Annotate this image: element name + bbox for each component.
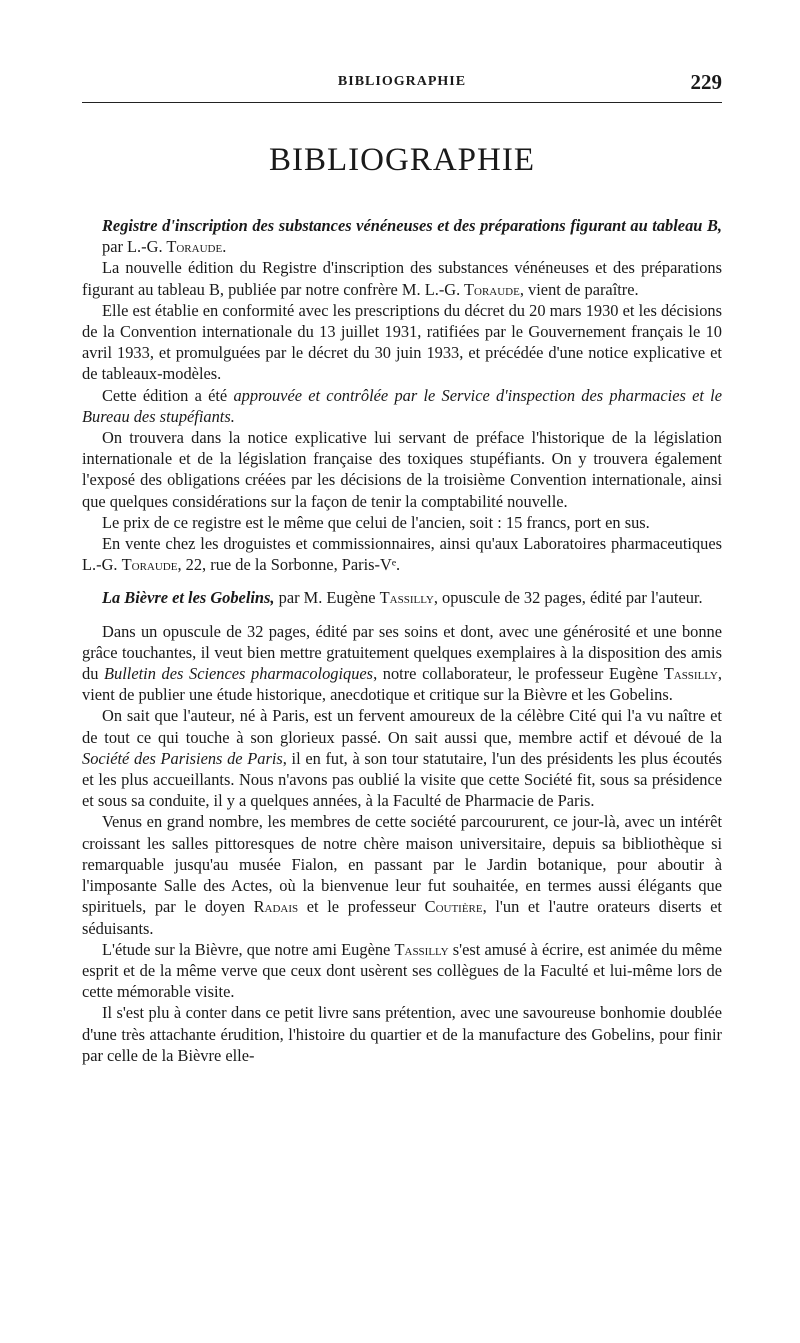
italic-text: approuvée et contrôlée par le Service d'inspection des pharmacies et le Bureau des stupéfiants. bbox=[82, 385, 722, 426]
author-name: L.-G. Toraude bbox=[424, 279, 520, 299]
italic-text: Bulletin des Sciences pharmacologiques bbox=[104, 664, 374, 684]
author-name: Coutière bbox=[424, 897, 483, 917]
italic-text: Société des Parisiens de Paris bbox=[82, 748, 283, 768]
text-run: Dans un opuscule de 32 pages, édité par ses soins et dont, avec une générosité et une bonne grâce touchantes, il veut bien mettre gratuitement quelques exemplaires à la disposition des amis du bbox=[82, 621, 722, 684]
author-name: Tassilly bbox=[663, 664, 718, 684]
paragraph: On trouvera dans la notice explicative lui servant de préface l'historique de la législation internationale et de la législation française des toxiques stupéfiants. On y trouvera également l'exposé des obligations créées par les décisions de la troisième Convention internationale, ainsi que quelques considérations sur la façon de tenir la comptabilité nouvelle. bbox=[82, 428, 722, 511]
text-run: En vente chez les droguistes et commissionnaires, ainsi qu'aux Laboratoires pharmaceutiques L.-G. bbox=[82, 534, 722, 575]
entry-heading-bievre bbox=[82, 587, 722, 608]
paragraph bbox=[82, 533, 722, 575]
entry-title: La Bièvre et les Gobelins, bbox=[102, 588, 275, 608]
author-name: Tassilly bbox=[394, 939, 449, 959]
page-body bbox=[82, 215, 722, 1066]
paragraph: Elle est établie en conformité avec les prescriptions du décret du 20 mars 1930 et les décisions de la Convention internationale du 13 juillet 1931, ratifiées par le Gouvernement français le 10 avril 1933, et promulguées par le décret du 30 juin 1933, et précédée d'une notice explicative et de tableaux-modèles. bbox=[82, 300, 722, 384]
text-run: , il en fut, à son tour statutaire, l'un des présidents les plus écoutés et les plus accueillants. Nous n'avons pas oublié la visite que cette Société fit, sous sa présidence et sous sa conduite, il y a quelques années, à la Faculté de Pharmacie de Paris. bbox=[82, 748, 722, 811]
entry-heading-registre bbox=[82, 215, 722, 257]
author-name: Radais bbox=[253, 897, 299, 917]
paragraph: Le prix de ce registre est le même que celui de l'ancien, soit : 15 francs, port en sus. bbox=[102, 512, 650, 532]
text-run: , opuscule de 32 pages, édité par l'auteur. bbox=[433, 588, 703, 608]
text-run: Venus en grand nombre, les membres de cette société parcoururent, ce jour-là, avec un intérêt croissant les salles pittoresques de notre chère maison universitaire, depuis sa bibliothèque si remarquable jusqu'au musée Fialon, en passant par le Jardin botanique, pour aboutir à l'imposante Salle des Actes, où la bienvenue leur fut souhaitée, en termes aussi élégants que spirituels, par le doyen bbox=[82, 812, 722, 917]
entry-title: Registre d'inscription des substances vénéneuses et des préparations figurant au tableau B, bbox=[102, 216, 722, 235]
text-run: L'étude sur la Bièvre, que notre ami Eugène bbox=[102, 939, 395, 959]
author-name: Tassilly bbox=[379, 588, 434, 608]
running-title: BIBLIOGRAPHIE bbox=[337, 74, 467, 89]
paragraph bbox=[82, 257, 722, 299]
entry-separator bbox=[82, 609, 722, 621]
text-run: , vient de paraître. bbox=[519, 279, 639, 299]
paragraph bbox=[82, 705, 722, 811]
text-run: On sait que l'auteur, né à Paris, est un fervent amoureux de la célèbre Cité qui l'a vu naître et de tout ce qui touche à son glorieux passé. On sait aussi que, membre actif et dévoué de la bbox=[82, 706, 722, 747]
text-run: et le professeur bbox=[298, 897, 425, 917]
running-header bbox=[82, 70, 722, 103]
text-run: , l'un et l'autre orateurs diserts et séduisants. bbox=[82, 897, 722, 938]
entry-separator bbox=[82, 575, 722, 587]
paragraph bbox=[82, 939, 722, 1003]
text-run: , notre collaborateur, le professeur Eugène bbox=[373, 664, 664, 684]
paragraph: Il s'est plu à conter dans ce petit livre sans prétention, avec une savoureuse bonhomie doublée d'une très attachante érudition, l'histoire du quartier et de la manufacture des Gobelins, pour finir par celle de la Bièvre elle- bbox=[82, 1003, 722, 1065]
paragraph bbox=[82, 621, 722, 706]
text-run: La nouvelle édition du Registre d'inscription des substances vénéneuses et des préparations figurant au tableau B, publiée par notre confrère M. bbox=[82, 258, 722, 299]
page-title: BIBLIOGRAPHIE bbox=[269, 142, 535, 178]
entry-by: par bbox=[102, 237, 123, 257]
paragraph bbox=[82, 811, 722, 938]
page-number: 229 bbox=[690, 70, 722, 94]
author-name: Toraude bbox=[121, 555, 178, 575]
text-run: Cette édition a été bbox=[102, 385, 234, 405]
text-run: , 22, rue de la Sorbonne, Paris-Vᵉ. bbox=[177, 555, 401, 575]
entry-author: L.-G. Toraude. bbox=[127, 237, 227, 257]
paragraph bbox=[82, 385, 722, 427]
text-run: , vient de publier une étude historique, anecdotique et critique sur la Bièvre et les Gobelins. bbox=[82, 664, 722, 705]
text-run: s'est amusé à écrire, est animée du même esprit et de la même verve que ceux dont usèrent ses collègues de la Faculté et lui-même lors de cette mémorable visite. bbox=[82, 939, 722, 1002]
text-run: par M. Eugène bbox=[274, 588, 380, 608]
